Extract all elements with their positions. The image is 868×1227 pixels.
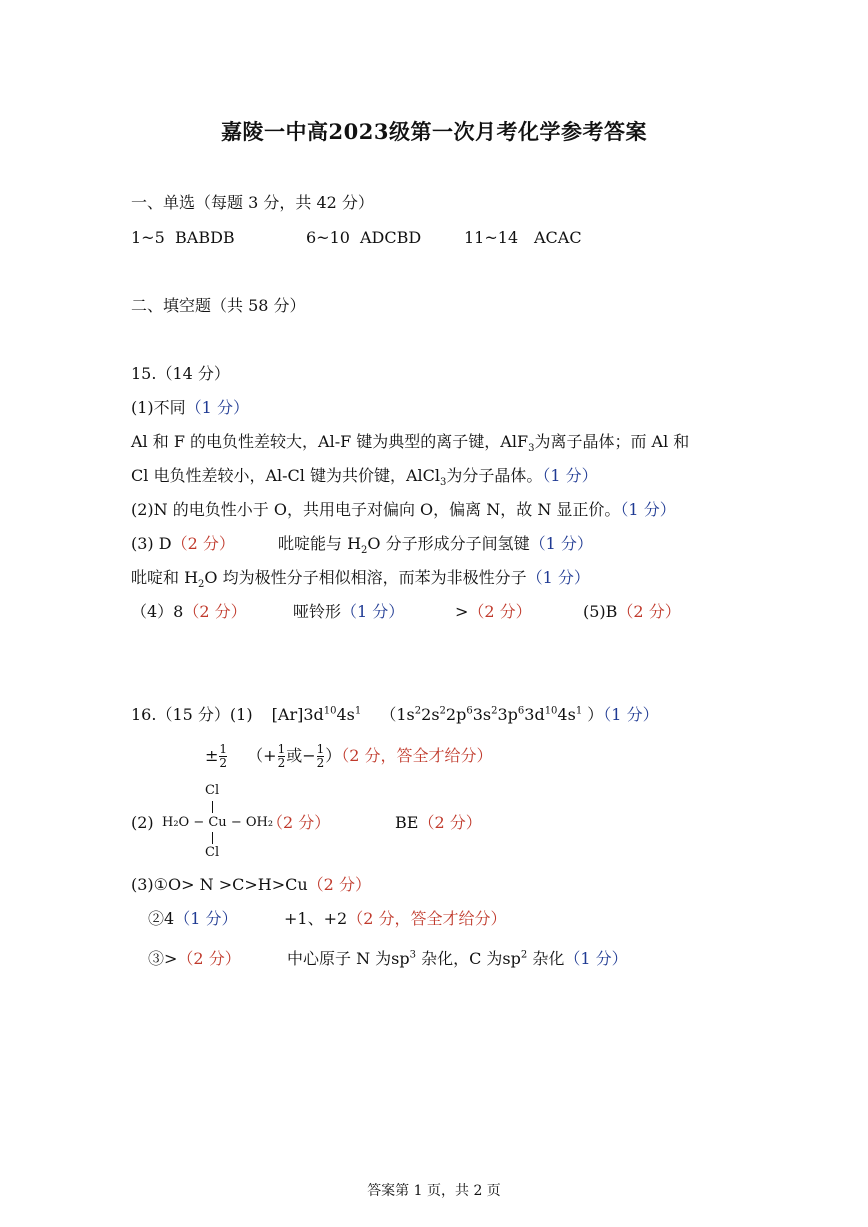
q16-p2-score: （2 分） (267, 813, 331, 832)
numerator: 1 (277, 742, 286, 756)
config-text: 4s (336, 705, 355, 724)
superscript: 3 (409, 949, 417, 961)
answer-text: O 分子形成分子间氢键 (367, 534, 530, 553)
answer-text: +1、+2 (284, 909, 348, 928)
orbital: 4s (557, 705, 576, 724)
score: （1 分） (341, 602, 405, 621)
score: （2 分，答全才给分） (347, 909, 507, 928)
score: （2 分） (177, 949, 241, 968)
denominator: 2 (219, 756, 228, 770)
answer-text: ③> (148, 949, 178, 968)
expl-text: 为离子晶体；而 Al 和 (534, 432, 690, 451)
q15-part4 (131, 602, 247, 622)
page-title: 嘉陵一中高2023级第一次月考化学参考答案 (221, 119, 647, 144)
orbital: 3p (497, 705, 518, 724)
score: （2 分） (418, 813, 482, 832)
subscript: 3 (528, 443, 535, 455)
subscript: 2 (361, 545, 368, 557)
answer-text: 哑铃形 (293, 602, 342, 621)
score: （1 分） (529, 534, 593, 553)
score: （1 分） (542, 466, 598, 485)
answer-text: (2)N 的电负性小于 O，共用电子对偏向 O，偏离 N，故 N 显正价。 (131, 500, 621, 519)
q15-part2 (131, 500, 676, 520)
config-close: ） (587, 705, 604, 724)
score: （1 分） (620, 500, 676, 519)
paren-close: ） (325, 746, 342, 765)
superscript: 2 (520, 949, 528, 961)
q15-part3-reason2 (131, 568, 590, 591)
answer-text: 吡啶能与 H (278, 534, 362, 553)
superscript: 10 (323, 705, 337, 717)
orbital-electrons: 1 (575, 705, 583, 717)
q15-part4-compare (455, 602, 532, 622)
denominator: 2 (316, 756, 325, 770)
answer-text: O 均为极性分子相似相溶，而苯为非极性分子 (204, 568, 527, 587)
orbital: 1s (396, 705, 415, 724)
fraction (219, 743, 227, 770)
expl-text: Al 和 F 的电负性差较大，Al-F 键为典型的离子键，AlF (131, 432, 529, 451)
q15-p1-score: （1 分） (185, 398, 249, 417)
q16-p3-3 (148, 949, 241, 969)
struct-main-chain: H₂O − Cu − OH₂ (162, 815, 274, 830)
q16-spin (205, 742, 493, 770)
subscript: 3 (440, 477, 447, 489)
q16-p3-3-b (287, 949, 628, 969)
mc-answers-1: BABDB (175, 228, 235, 247)
q15-p1-explanation-line2 (131, 466, 598, 489)
orbital-electrons: 2 (414, 705, 422, 717)
q16-p2-b (395, 813, 482, 833)
answer-text: 杂化，C 为sp (416, 949, 521, 968)
struct-bond-top (212, 801, 213, 813)
orbital-electrons: 6 (466, 705, 473, 717)
subscript: 2 (198, 579, 205, 591)
q15-p1-text: (1)不同 (131, 398, 186, 417)
score: （2 分） (617, 602, 681, 621)
section2-heading: 二、填空题（共 58 分） (131, 296, 306, 315)
mc-range-2: 6~10 (306, 228, 350, 247)
config-short (272, 705, 362, 724)
struct-cl-bottom: Cl (205, 845, 220, 860)
paren-open: （+ (247, 746, 277, 765)
answer-text: (5)B (583, 602, 618, 621)
answer-text: （4）8 (131, 602, 184, 621)
score: （1 分） (526, 568, 590, 587)
struct-bond-bottom (212, 832, 213, 844)
fraction (317, 743, 325, 770)
q15-header: 15.（14 分） (131, 364, 230, 383)
mc-range-3: 11~14 (464, 228, 519, 247)
mc-range-1: 1~5 (131, 228, 165, 247)
answer-text: > (455, 602, 469, 621)
answer-text: (3) D (131, 534, 172, 553)
numerator: 1 (219, 742, 228, 756)
expl-text: Cl 电负性差较小，Al-Cl 键为共价键，AlCl (131, 466, 441, 485)
score: （1 分） (603, 705, 659, 724)
denominator: 2 (277, 756, 286, 770)
answer-text: 中心原子 N 为sp (287, 949, 410, 968)
orbital-electrons: 6 (517, 705, 525, 717)
orbital: 3s (472, 705, 492, 724)
q15-part5 (583, 602, 681, 622)
q16-p3-2 (148, 909, 237, 929)
q15-part3-reason (278, 534, 593, 557)
or-text: 或− (286, 746, 316, 765)
score: （1 分） (564, 949, 628, 968)
score: （2 分，答全才给分） (341, 746, 493, 765)
numerator: 1 (316, 742, 325, 756)
q15-part3 (131, 534, 235, 554)
q16-p3-2-b (284, 909, 506, 929)
score: （2 分） (183, 602, 247, 621)
score: （2 分） (468, 602, 532, 621)
config-text: [Ar]3d (271, 705, 324, 724)
q16-header: 16.（15 分）(1) (131, 705, 253, 724)
mc-answers-3: ACAC (534, 228, 582, 247)
score: （1 分） (174, 909, 238, 928)
struct-cl-top: Cl (205, 783, 220, 798)
q16-p3-1 (131, 875, 371, 895)
q16-p2-label: (2) (131, 813, 154, 832)
score: （2 分） (171, 534, 235, 553)
orbital-electrons: 2 (439, 705, 446, 717)
page-footer: 答案第 1 页，共 2 页 (367, 1183, 501, 1199)
config-long-parts (396, 705, 582, 724)
answer-text: 杂化 (527, 949, 565, 968)
orbital: 3d (524, 705, 545, 724)
answer-text: 吡啶和 H (131, 568, 199, 587)
expl-text: 为分子晶体。 (446, 466, 543, 485)
answer-text: (3)①O> N >C>H>Cu (131, 875, 308, 894)
section1-heading: 一、单选（每题 3 分，共 42 分） (131, 193, 374, 212)
q15-part4-shape (293, 602, 404, 622)
superscript: 1 (354, 705, 362, 717)
q16-part1 (131, 705, 659, 725)
orbital-electrons: 10 (544, 705, 558, 717)
fraction (278, 743, 286, 770)
answer-text: ②4 (148, 909, 175, 928)
answer-text: BE (395, 813, 419, 832)
config-long: （$1s^22s^22p^63s^23p^63d^{10}4s^1$ ） (380, 705, 604, 724)
mc-answers-2: ADCBD (360, 228, 422, 247)
q15-part1 (131, 398, 249, 418)
orbital: 2p (445, 705, 467, 724)
score: （2 分） (307, 875, 371, 894)
plus-minus: ± (205, 746, 219, 765)
orbital-electrons: 2 (491, 705, 498, 717)
q15-p1-explanation-line1 (131, 432, 690, 455)
orbital: 2s (421, 705, 440, 724)
